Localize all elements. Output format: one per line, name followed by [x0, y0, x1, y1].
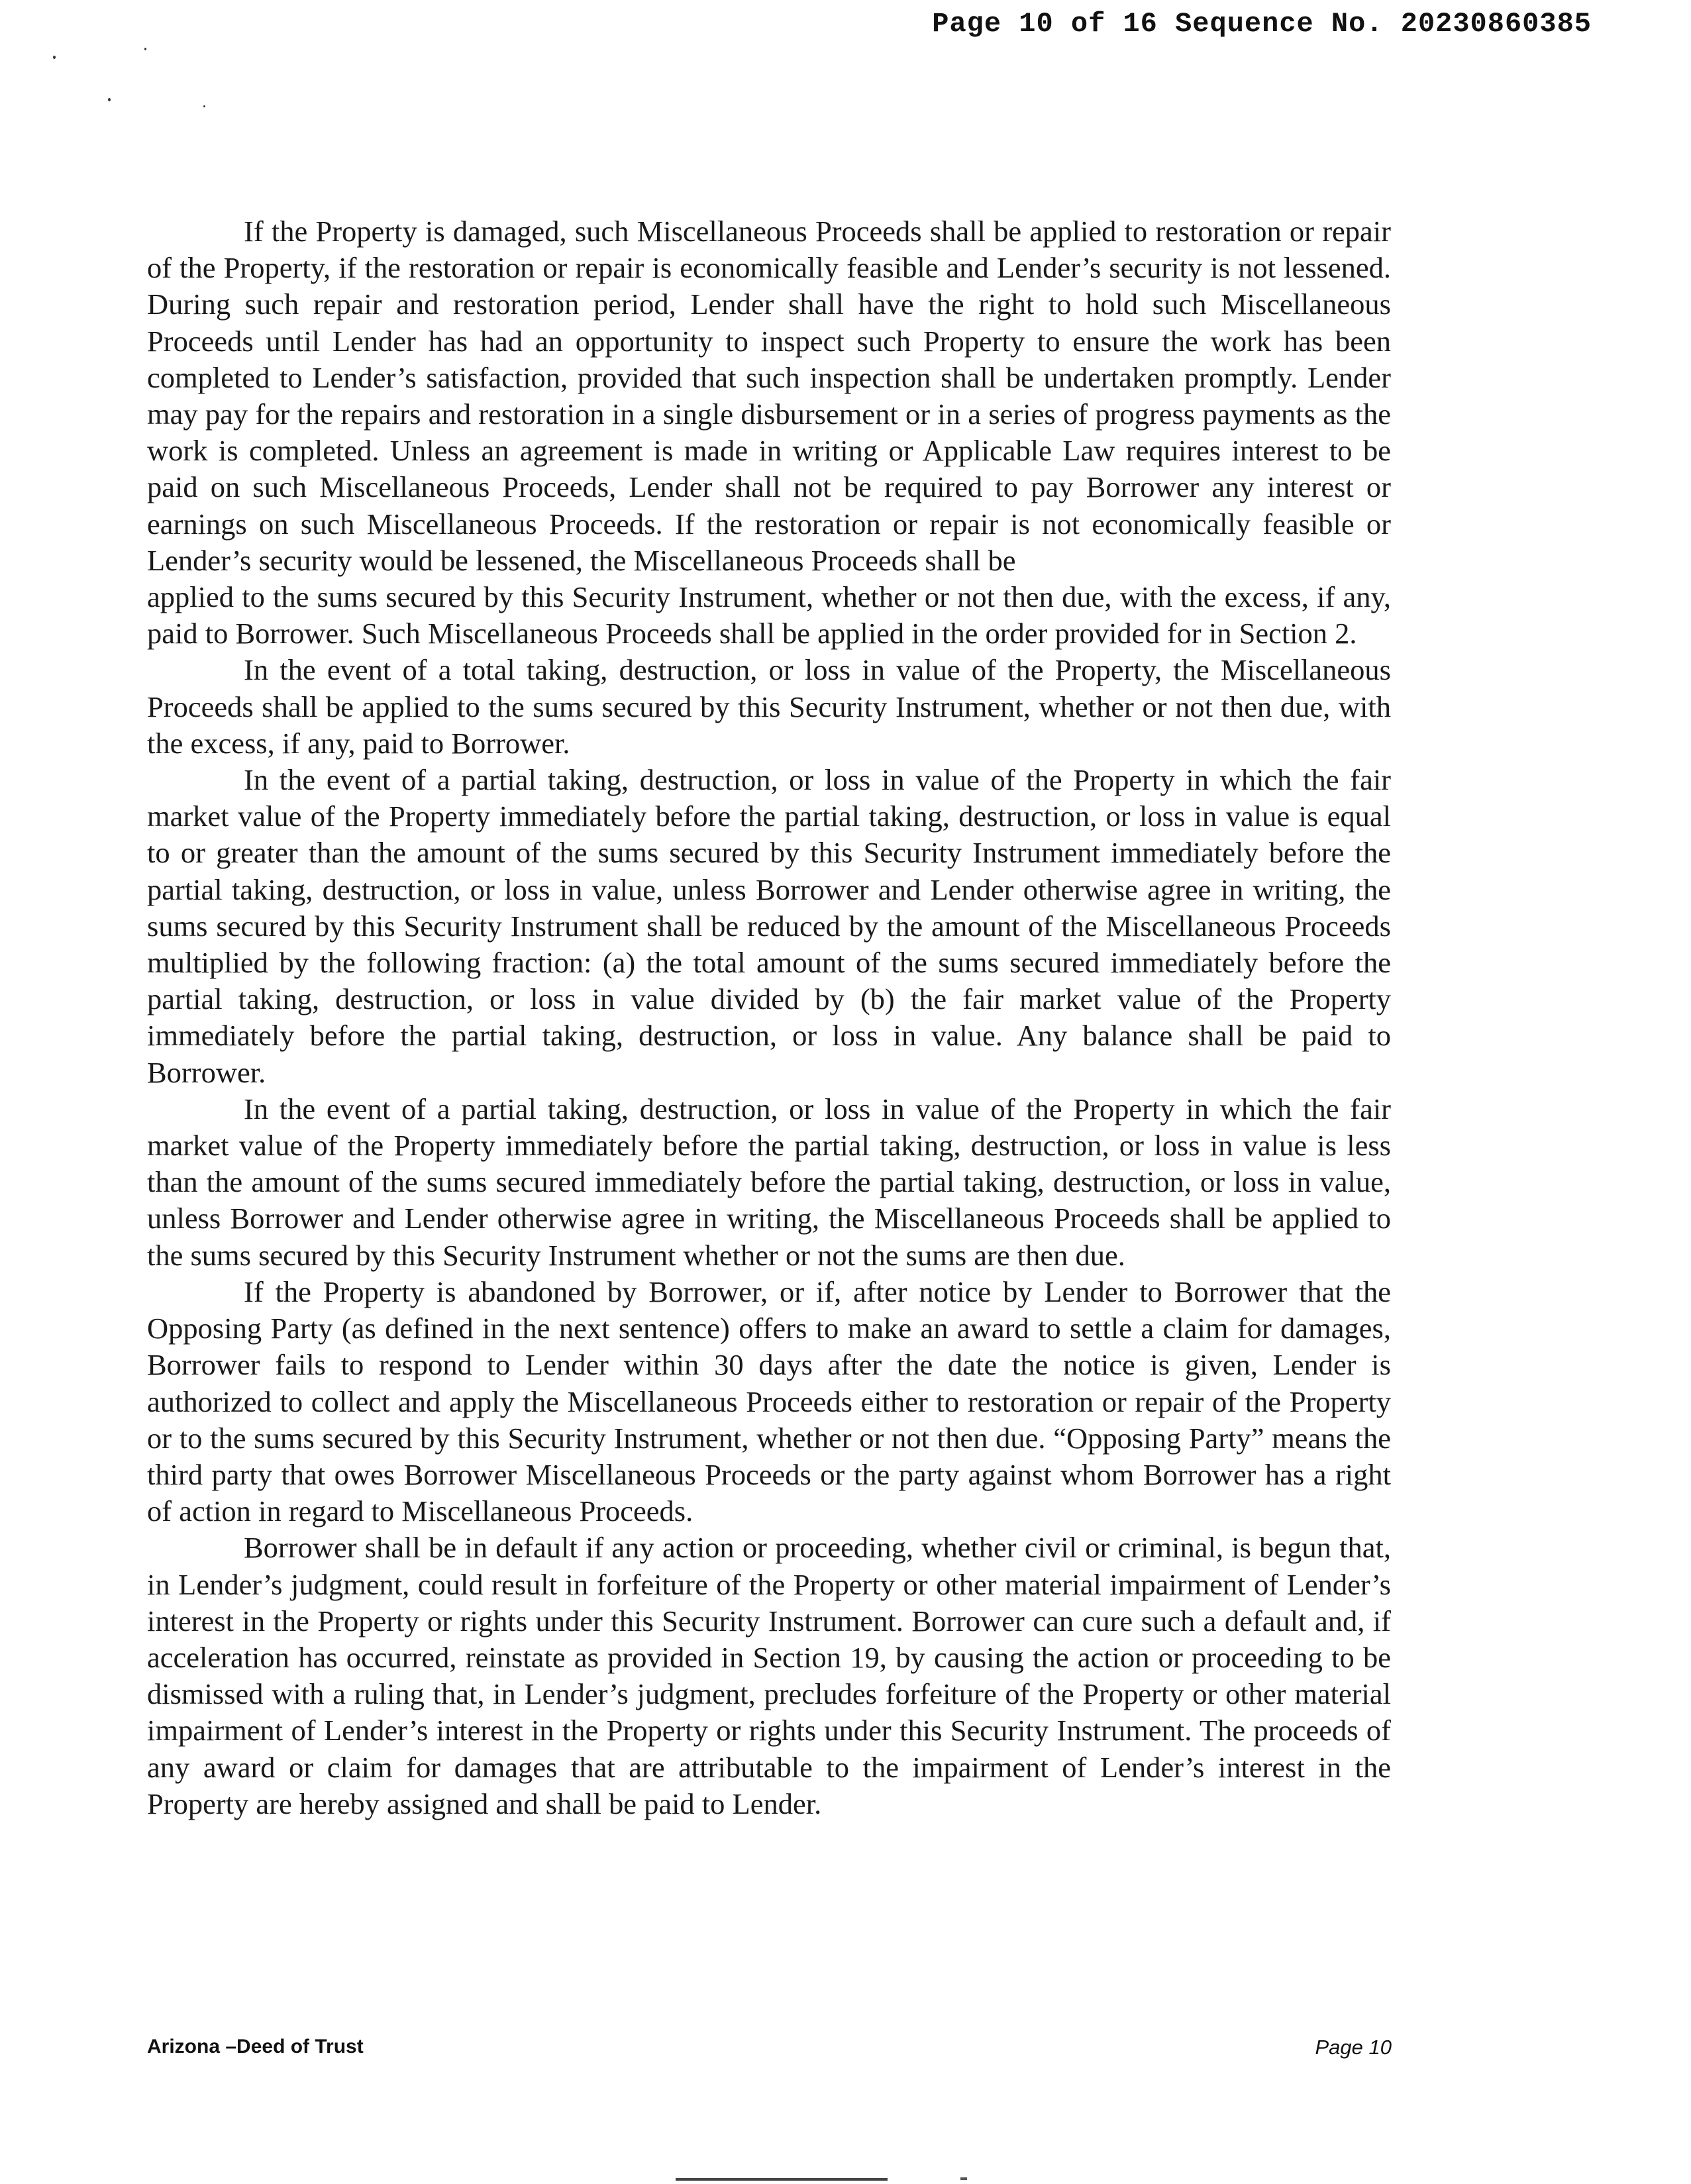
footer-page-number: Page 10	[1315, 2036, 1392, 2059]
paragraph-abandonment: If the Property is abandoned by Borrower, or if, after notice by Lender to Borrower that the Opposing Party (as defined in the next sentence) offers to make an award to settle a claim for damages, Borrower fails to respond to Lender within 30 days after the date the notice is given, Lender is authorized to collect and apply the Miscellaneous Proceeds either to restoration or repair of the Property or to the sums secured by this Security Instrument, whether or not then due. “Opposing Party” means the third party that owes Borrower Miscellaneous Proceeds or the party against whom Borrower has a right of action in regard to Miscellaneous Proceeds.	[147, 1274, 1391, 1528]
paragraph-partial-taking-greater: In the event of a partial taking, destruction, or loss in value of the Property in which the fair market value of the Property immediately before the partial taking, destruction, or loss in value is equal to or greater than the amount of the sums secured by this Security Instrument immediately before the partial taking, destruction, or loss in value, unless Borrower and Lender otherwise agree in writing, the sums secured by this Security Instrument shall be reduced by the amount of the Miscellaneous Proceeds multiplied by the following fraction: (a) the total amount of the sums secured immediately before the partial taking, destruction, or loss in value divided by (b) the fair market value of the Property immediately before the partial taking, destruction, or loss in value. Any balance shall be paid to Borrower.	[147, 763, 1391, 1089]
scan-speck	[144, 48, 146, 50]
bottom-scan-rule	[676, 2178, 888, 2181]
scan-speck	[108, 98, 111, 101]
paragraph-restoration: If the Property is damaged, such Miscellaneous Proceeds shall be applied to restoration or repair of the Property, if the restoration or repair is economically feasible and Lender’s security is not lessened. During such repair and restoration period, Lender shall have the right to hold such Miscellaneous Proceeds until Lender has had an opportunity to inspect such Property to ensure the work has been completed to Lender’s satisfaction, provided that such inspection shall be undertaken promptly. Lender may pay for the repairs and restoration in a single disbursement or in a series of progress payments as the work is completed. Unless an agreement is made in writing or Applicable Law requires interest to be paid on such Miscellaneous Proceeds, Lender shall not be required to pay Borrower any interest or earnings on such Miscellaneous Proceeds. If the restoration or repair is not economically feasible or Lender’s security would be lessened, the Miscellaneous Proceeds shall be	[147, 215, 1391, 577]
sequence-stamp: Page 10 of 16 Sequence No. 20230860385	[932, 8, 1592, 40]
paragraph-partial-taking-less: In the event of a partial taking, destruction, or loss in value of the Property in which the fair market value of the Property immediately before the partial taking, destruction, or loss in value is less than the amount of the sums secured immediately before the partial taking, destruction, or loss in value, unless Borrower and Lender otherwise agree in writing, the Miscellaneous Proceeds shall be applied to the sums secured by this Security Instrument whether or not the sums are then due.	[147, 1092, 1391, 1272]
scan-speck	[53, 56, 56, 59]
paragraph-default-proceeding: Borrower shall be in default if any action or proceeding, whether civil or criminal, is begun that, in Lender’s judgment, could result in forfeiture of the Property or other material impairment of Lender’s interest in the Property or rights under this Security Instrument. Borrower can cure such a default and, if acceleration has occurred, reinstate as provided in Section 19, by causing the action or proceeding to be dismissed with a ruling that, in Lender’s judgment, precludes forfeiture of the Property or other material impairment of Lender’s interest in the Property or rights under this Security Instrument. The proceeds of any award or claim for damages that are attributable to the impairment of Lender’s interest in the Property are hereby assigned and shall be paid to Lender.	[147, 1531, 1391, 1820]
document-body	[147, 213, 1391, 1822]
paragraph-application-continued: applied to the sums secured by this Security Instrument, whether or not then due, with the excess, if any, paid to Borrower. Such Miscellaneous Proceeds shall be applied in the order provided for in Section 2.	[147, 580, 1391, 650]
paragraph-total-taking: In the event of a total taking, destruction, or loss in value of the Property, the Miscellaneous Proceeds shall be applied to the sums secured by this Security Instrument, whether or not then due, with the excess, if any, paid to Borrower.	[147, 653, 1391, 760]
footer-document-title: Arizona –Deed of Trust	[147, 2036, 364, 2057]
bottom-scan-mark	[960, 2177, 967, 2180]
scan-speck	[203, 105, 205, 107]
